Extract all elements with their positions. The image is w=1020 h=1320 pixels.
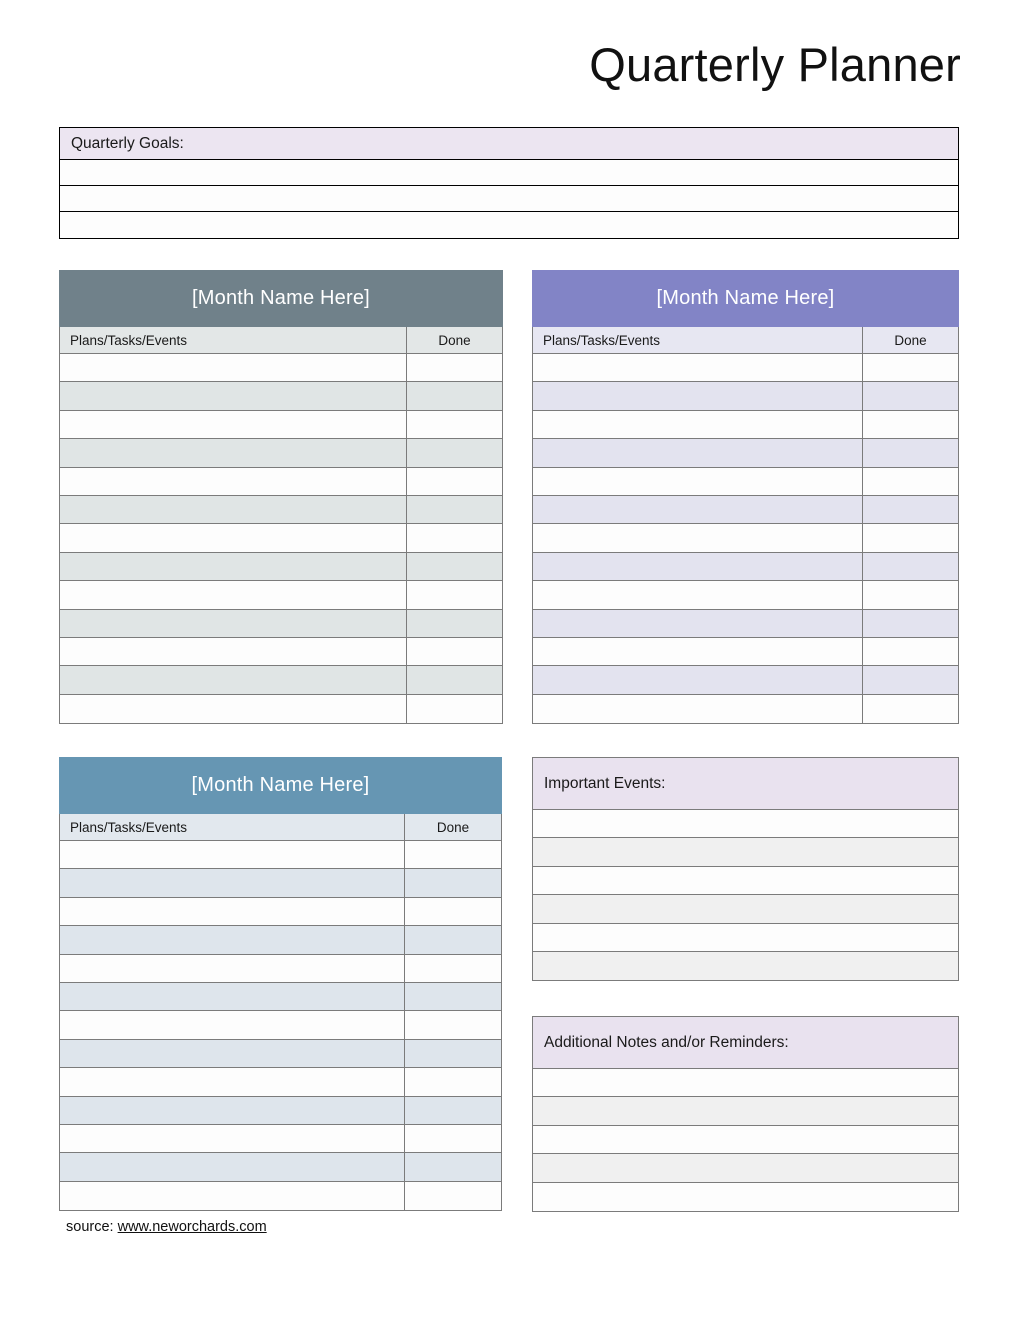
done-cell[interactable] [407, 439, 502, 466]
month-1-task-row[interactable] [60, 581, 502, 609]
month-3-task-row[interactable] [60, 1182, 501, 1210]
important-events-row[interactable] [533, 952, 958, 980]
source-url[interactable]: www.neworchards.com [117, 1219, 267, 1235]
source-label: source: [66, 1219, 118, 1235]
done-cell[interactable] [863, 581, 958, 608]
month-table-1 [59, 270, 503, 724]
month-2-task-row[interactable] [533, 524, 958, 552]
month-3-task-row[interactable] [60, 1153, 501, 1181]
task-cell[interactable] [60, 524, 407, 551]
month-2-task-row[interactable] [533, 496, 958, 524]
task-cell[interactable] [60, 496, 407, 523]
task-cell[interactable] [60, 1153, 405, 1180]
important-events-row[interactable] [533, 895, 958, 923]
task-cell[interactable] [60, 1011, 405, 1038]
done-cell[interactable] [863, 638, 958, 665]
done-cell[interactable] [405, 869, 501, 896]
month-1-title: [Month Name Here] [59, 270, 503, 327]
task-cell[interactable] [533, 553, 863, 580]
month-3-task-row[interactable] [60, 869, 501, 897]
done-cell[interactable] [407, 581, 502, 608]
important-events-rows[interactable] [533, 810, 958, 980]
additional-notes-row[interactable] [533, 1154, 958, 1182]
task-cell[interactable] [60, 926, 405, 953]
task-cell[interactable] [60, 553, 407, 580]
month-3-task-row[interactable] [60, 983, 501, 1011]
month-3-col-done: Done [436, 819, 470, 835]
month-table-3 [59, 757, 502, 1211]
month-3-task-row[interactable] [60, 898, 501, 926]
month-2-title: [Month Name Here] [532, 270, 959, 327]
task-cell[interactable] [533, 411, 863, 438]
month-2-rows[interactable] [532, 354, 959, 724]
task-cell[interactable] [533, 382, 863, 409]
month-3-task-row[interactable] [60, 1097, 501, 1125]
task-cell[interactable] [60, 898, 405, 925]
done-cell[interactable] [405, 898, 501, 925]
important-events-row[interactable] [533, 867, 958, 895]
task-cell[interactable] [533, 638, 863, 665]
done-cell[interactable] [405, 1040, 501, 1067]
quarterly-goals-header: Quarterly Goals: [60, 128, 958, 160]
task-cell[interactable] [60, 354, 407, 381]
month-3-task-row[interactable] [60, 1068, 501, 1096]
month-3-column-headers [59, 814, 502, 841]
month-2-task-row[interactable] [533, 610, 958, 638]
month-2-column-headers [532, 327, 959, 354]
task-cell[interactable] [60, 983, 405, 1010]
done-cell[interactable] [863, 382, 958, 409]
task-cell[interactable] [60, 1125, 405, 1152]
month-2-task-row[interactable] [533, 382, 958, 410]
month-2-task-row[interactable] [533, 666, 958, 694]
done-cell[interactable] [863, 610, 958, 637]
month-3-task-row[interactable] [60, 841, 501, 869]
done-cell[interactable] [863, 411, 958, 438]
done-cell[interactable] [407, 354, 502, 381]
task-cell[interactable] [60, 955, 405, 982]
done-cell[interactable] [863, 354, 958, 381]
task-cell[interactable] [60, 468, 407, 495]
task-cell[interactable] [60, 841, 405, 868]
month-1-task-row[interactable] [60, 695, 502, 723]
additional-notes-rows[interactable] [533, 1069, 958, 1211]
month-3-task-row[interactable] [60, 926, 501, 954]
done-cell[interactable] [407, 411, 502, 438]
task-cell[interactable] [60, 439, 407, 466]
additional-notes-row[interactable] [533, 1126, 958, 1154]
month-3-title: [Month Name Here] [59, 757, 502, 814]
task-cell[interactable] [60, 1068, 405, 1095]
done-cell[interactable] [405, 1125, 501, 1152]
important-events-row[interactable] [533, 810, 958, 838]
month-1-task-row[interactable] [60, 610, 502, 638]
additional-notes-panel [532, 1016, 959, 1212]
additional-notes-header: Additional Notes and/or Reminders: [533, 1017, 958, 1069]
month-table-2 [532, 270, 959, 724]
task-cell[interactable] [533, 354, 863, 381]
month-2-task-row[interactable] [533, 695, 958, 723]
month-1-task-row[interactable] [60, 382, 502, 410]
additional-notes-row[interactable] [533, 1069, 958, 1097]
task-cell[interactable] [60, 666, 407, 693]
done-cell[interactable] [407, 666, 502, 693]
task-cell[interactable] [533, 468, 863, 495]
done-cell[interactable] [407, 382, 502, 409]
done-cell[interactable] [863, 439, 958, 466]
month-1-task-row[interactable] [60, 468, 502, 496]
task-cell[interactable] [60, 1182, 405, 1210]
month-3-task-row[interactable] [60, 1011, 501, 1039]
task-cell[interactable] [60, 382, 407, 409]
done-cell[interactable] [863, 496, 958, 523]
done-cell[interactable] [405, 1011, 501, 1038]
page-title: Quarterly Planner [589, 38, 961, 91]
source-line [66, 1219, 267, 1235]
task-cell[interactable] [60, 869, 405, 896]
done-cell[interactable] [405, 983, 501, 1010]
month-3-col-tasks: Plans/Tasks/Events [60, 814, 405, 840]
month-3-task-row[interactable] [60, 955, 501, 983]
done-cell[interactable] [405, 841, 501, 868]
done-cell[interactable] [405, 1097, 501, 1124]
done-cell[interactable] [407, 695, 502, 723]
month-3-task-row[interactable] [60, 1040, 501, 1068]
done-cell[interactable] [407, 496, 502, 523]
additional-notes-row[interactable] [533, 1183, 958, 1211]
month-1-col-done: Done [438, 332, 471, 348]
important-events-row[interactable] [533, 924, 958, 952]
done-cell[interactable] [405, 926, 501, 953]
done-cell[interactable] [407, 524, 502, 551]
task-cell[interactable] [533, 524, 863, 551]
task-cell[interactable] [60, 411, 407, 438]
month-1-task-row[interactable] [60, 524, 502, 552]
quarterly-goals-row[interactable] [60, 160, 958, 186]
done-cell[interactable] [405, 1068, 501, 1095]
done-cell[interactable] [407, 610, 502, 637]
task-cell[interactable] [533, 695, 863, 723]
month-2-col-done: Done [894, 332, 927, 348]
month-2-task-row[interactable] [533, 553, 958, 581]
month-3-rows[interactable] [59, 841, 502, 1211]
done-cell[interactable] [863, 695, 958, 723]
task-cell[interactable] [60, 581, 407, 608]
month-2-task-row[interactable] [533, 354, 958, 382]
month-1-task-row[interactable] [60, 411, 502, 439]
task-cell[interactable] [60, 695, 407, 723]
month-1-column-headers [59, 327, 503, 354]
important-events-panel [532, 757, 959, 981]
done-cell[interactable] [863, 468, 958, 495]
done-cell[interactable] [863, 553, 958, 580]
done-cell[interactable] [407, 638, 502, 665]
done-cell[interactable] [405, 1182, 501, 1210]
important-events-row[interactable] [533, 838, 958, 866]
done-cell[interactable] [407, 553, 502, 580]
month-2-task-row[interactable] [533, 468, 958, 496]
month-2-task-row[interactable] [533, 638, 958, 666]
done-cell[interactable] [863, 666, 958, 693]
month-2-task-row[interactable] [533, 439, 958, 467]
done-cell[interactable] [863, 524, 958, 551]
month-1-task-row[interactable] [60, 666, 502, 694]
month-1-task-row[interactable] [60, 496, 502, 524]
task-cell[interactable] [533, 496, 863, 523]
month-2-task-row[interactable] [533, 411, 958, 439]
month-3-task-row[interactable] [60, 1125, 501, 1153]
task-cell[interactable] [60, 638, 407, 665]
month-2-col-tasks: Plans/Tasks/Events [533, 327, 863, 353]
quarterly-goals-rows [60, 160, 958, 238]
task-cell[interactable] [533, 610, 863, 637]
month-1-task-row[interactable] [60, 553, 502, 581]
quarterly-goals-box [59, 127, 959, 239]
task-cell[interactable] [60, 610, 407, 637]
task-cell[interactable] [60, 1097, 405, 1124]
quarterly-goals-row[interactable] [60, 186, 958, 212]
month-1-rows[interactable] [59, 354, 503, 724]
task-cell[interactable] [533, 581, 863, 608]
done-cell[interactable] [407, 468, 502, 495]
month-1-col-tasks: Plans/Tasks/Events [60, 327, 407, 353]
done-cell[interactable] [405, 1153, 501, 1180]
month-1-task-row[interactable] [60, 439, 502, 467]
month-1-task-row[interactable] [60, 638, 502, 666]
additional-notes-row[interactable] [533, 1097, 958, 1125]
task-cell[interactable] [533, 439, 863, 466]
done-cell[interactable] [405, 955, 501, 982]
important-events-header: Important Events: [533, 758, 958, 810]
quarterly-goals-row[interactable] [60, 212, 958, 238]
month-2-task-row[interactable] [533, 581, 958, 609]
task-cell[interactable] [533, 666, 863, 693]
month-1-task-row[interactable] [60, 354, 502, 382]
task-cell[interactable] [60, 1040, 405, 1067]
